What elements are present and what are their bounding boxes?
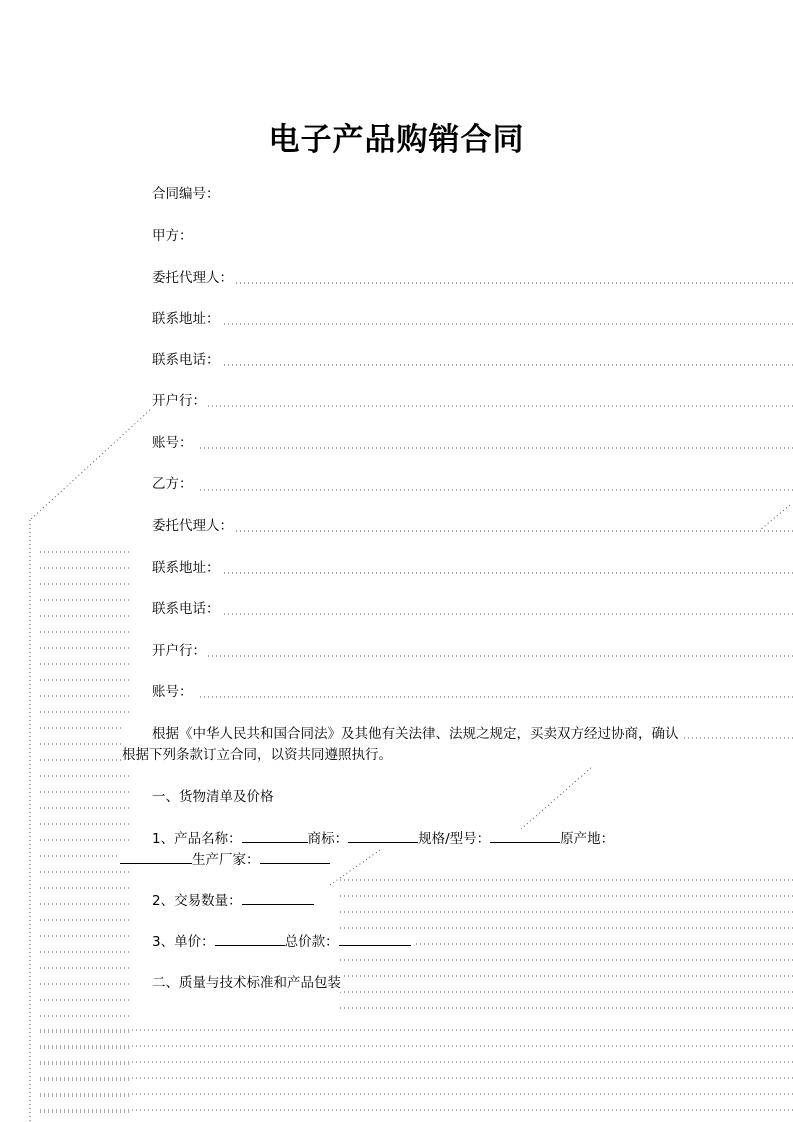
party-a-label: 甲方： — [152, 228, 193, 244]
contract-number-label: 合同编号： — [152, 186, 220, 202]
product-name-label: 1、产品名称： — [152, 831, 242, 847]
party-a-account-label: 账号： — [152, 435, 193, 451]
party-a-agent-label: 委托代理人： — [152, 270, 233, 286]
item-3-line — [152, 932, 413, 951]
section-2-heading: 二、质量与技术标准和产品包装 — [152, 975, 341, 991]
origin-blank[interactable] — [120, 850, 192, 864]
intro-paragraph: 根据《中华人民共和国合同法》及其他有关法律、法规之规定，买卖双方经过协商，确认根据下列条款订立合同，以资共同遵照执行。 — [122, 724, 682, 766]
item-1-line — [152, 829, 616, 848]
product-name-blank[interactable] — [242, 829, 308, 843]
contract-title: 电子产品购销合同 — [268, 122, 525, 158]
unit-price-label: 3、单价： — [152, 934, 215, 950]
section-1-heading: 一、货物清单及价格 — [152, 789, 274, 805]
party-b-account-label: 账号： — [152, 684, 193, 700]
item-2-line — [152, 891, 316, 910]
quantity-blank[interactable] — [242, 891, 314, 905]
party-b-bank-label: 开户行： — [152, 643, 206, 659]
party-a-bank-label: 开户行： — [152, 393, 206, 409]
total-price-blank[interactable] — [339, 932, 411, 946]
item-1-line-2 — [120, 850, 332, 869]
model-label: 规格/型号： — [418, 831, 491, 847]
brand-blank[interactable] — [348, 829, 418, 843]
maker-label: 生产厂家： — [192, 852, 260, 868]
maker-blank[interactable] — [260, 850, 330, 864]
party-b-address-label: 联系地址： — [152, 560, 220, 576]
brand-label: 商标： — [307, 831, 349, 847]
unit-price-blank[interactable] — [215, 932, 285, 946]
total-price-label: 总价款： — [284, 934, 339, 950]
party-a-phone-label: 联系电话： — [152, 352, 220, 368]
party-b-agent-label: 委托代理人： — [152, 518, 233, 534]
model-blank[interactable] — [490, 829, 560, 843]
party-a-address-label: 联系地址： — [152, 311, 220, 327]
quantity-label: 2、交易数量： — [152, 893, 242, 909]
origin-label: 原产地： — [560, 831, 615, 847]
party-b-phone-label: 联系电话： — [152, 601, 220, 617]
party-b-label: 乙方： — [152, 476, 193, 492]
